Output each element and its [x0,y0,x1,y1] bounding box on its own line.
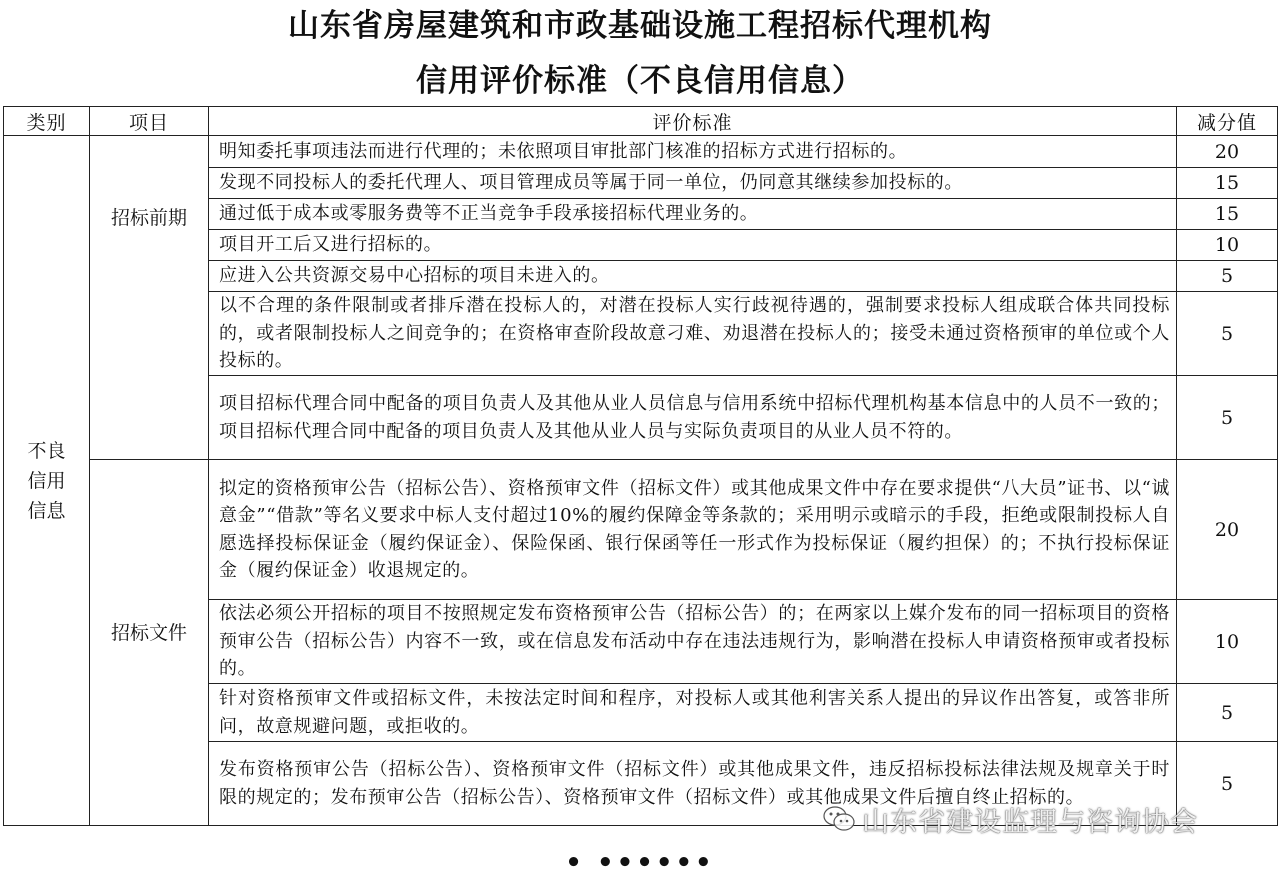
header-category: 类别 [4,107,90,136]
deduction-value: 5 [1177,684,1278,742]
header-deduction: 减分值 [1177,107,1278,136]
criteria-table [3,106,1278,826]
criteria-text: 以不合理的条件限制或者排斥潜在投标人的，对潜在投标人实行歧视待遇的，强制要求投标人组成联合体共同投标的，或者限制投标人之间竞争的；在资格审查阶段故意刁难、劝退潜在投标人的；接受未通过资格预审的单位或个人投标的。 [209,292,1177,376]
wechat-icon [822,805,856,833]
deduction-value: 20 [1177,136,1278,168]
deduction-value: 5 [1177,376,1278,460]
deduction-value: 15 [1177,168,1278,199]
category-cell [4,136,90,826]
header-item: 项目 [90,107,209,136]
deduction-value: 10 [1177,230,1278,261]
criteria-text: 针对资格预审文件或招标文件，未按法定时间和程序，对投标人或其他利害关系人提出的异议作出答复，或答非所问，故意规避问题，或拒收的。 [209,684,1177,742]
item-cell-pre-tender: 招标前期 [90,136,209,460]
deduction-value: 5 [1177,292,1278,376]
deduction-value: 5 [1177,261,1278,292]
table-row [4,460,1278,600]
criteria-text: 项目招标代理合同中配备的项目负责人及其他从业人员信息与信用系统中招标代理机构基本信息中的人员不一致的；项目招标代理合同中配备的项目负责人及其他从业人员与实际负责项目的从业人员不符的。 [209,376,1177,460]
document-title-line2: 信用评价标准（不良信用信息） [416,63,864,99]
criteria-text: 发现不同投标人的委托代理人、项目管理成员等属于同一单位，仍同意其继续参加投标的。 [209,168,1177,199]
deduction-value: 5 [1177,742,1278,826]
watermark [822,799,1198,839]
category-line2: 信用 [27,469,66,492]
deduction-value: 20 [1177,460,1278,600]
criteria-text: 依法必须公开招标的项目不按照规定发布资格预审公告（招标公告）的；在两家以上媒介发布的同一招标项目的资格预审公告（招标公告）内容不一致，或在信息发布活动中存在违法违规行为，影响潜在投标人申请资格预审或者投标的。 [209,600,1177,684]
criteria-text: 发布资格预审公告（招标公告）、资格预审文件（招标文件）或其他成果文件，违反招标投标法律法规及规章关于时限的规定的；发布预审公告（招标公告）、资格预审文件（招标文件）或其他成果文件后擅自终止招标的。 [209,742,1177,826]
criteria-text: 明知委托事项违法而进行代理的；未依照项目审批部门核准的招标方式进行招标的。 [209,136,1177,168]
criteria-text: 应进入公共资源交易中心招标的项目未进入的。 [209,261,1177,292]
deduction-value: 10 [1177,600,1278,684]
deduction-value: 15 [1177,199,1278,230]
table-header-row [4,107,1278,136]
document-title-line1: 山东省房屋建筑和市政基础设施工程招标代理机构 [288,8,992,44]
category-line3: 信息 [27,499,66,522]
footer-dots: • •••••• [565,848,715,878]
criteria-text: 拟定的资格预审公告（招标公告）、资格预审文件（招标文件）或其他成果文件中存在要求提供“八大员”证书、以“诚意金”“借款”等名义要求中标人支付超过10%的履约保障金等条款的；采用明示或暗示的手段，拒绝或限制投标人自愿选择投标保证金（履约保证金）、保险保函、银行保函等任一形式作为投标保证（履约担保）的；不执行投标保证金（履约保证金）收退规定的。 [209,460,1177,600]
criteria-text: 项目开工后又进行招标的。 [209,230,1177,261]
watermark-text: 山东省建设监理与咨询协会 [862,806,1198,838]
category-line1: 不良 [27,439,66,462]
item-cell-tender-documents: 招标文件 [90,460,209,826]
table-row [4,136,1278,168]
criteria-text: 通过低于成本或零服务费等不正当竞争手段承接招标代理业务的。 [209,199,1177,230]
header-criteria: 评价标准 [209,107,1177,136]
